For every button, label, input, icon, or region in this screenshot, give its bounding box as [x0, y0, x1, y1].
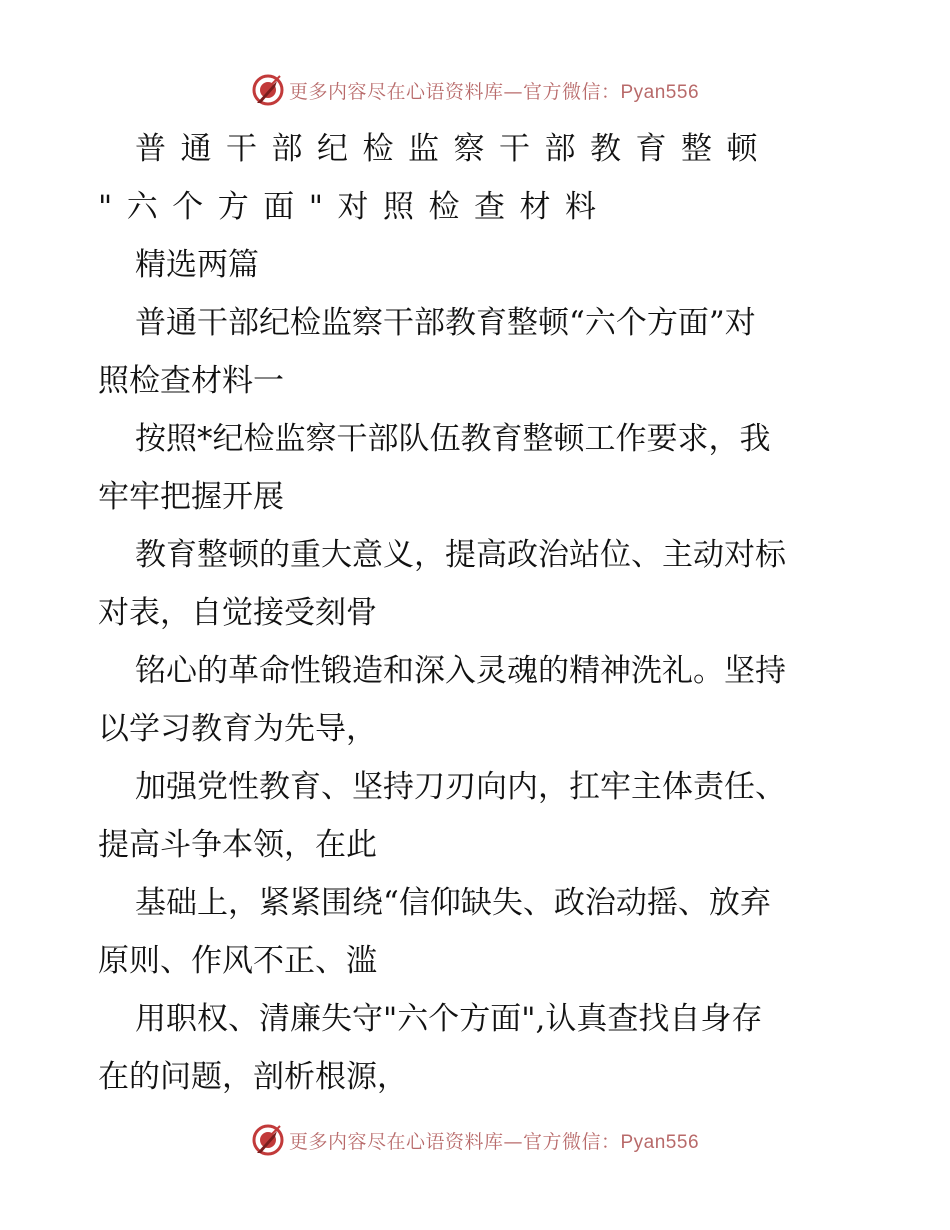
paragraph-3: 教育整顿的重大意义，提高政治站位、主动对标 对表，自觉接受刻骨 [98, 537, 786, 631]
document-body [98, 120, 868, 1106]
paragraph-2: 按照*纪检监察干部队伍教育整顿工作要求，我 牢牢把握开展 [98, 421, 771, 515]
document-subtitle: 精选两篇 [135, 247, 259, 283]
header-banner [0, 72, 950, 108]
paragraph-4: 铭心的革命性锻造和深入灵魂的精神洗礼。坚持 以学习教育为先导， [98, 653, 786, 747]
paragraph-6: 基础上，紧紧围绕“信仰缺失、政治动摇、放弃 原则、作风不正、滥 [98, 885, 771, 979]
document-title [98, 120, 868, 236]
quill-seal-logo-icon [251, 1123, 285, 1157]
paragraph-5: 加强党性教育、坚持刀刃向内，扛牢主体责任、 提高斗争本领，在此 [98, 769, 786, 863]
title-line-1: 普通干部纪检监察干部教育整顿 [135, 131, 772, 167]
quill-seal-logo-icon [251, 73, 285, 107]
footer-banner [0, 1122, 950, 1158]
footer-wechat-id: Pyan556 [620, 1131, 700, 1153]
header-wechat-id: Pyan556 [620, 81, 700, 103]
title-line-2: "六个方面"对照检查材料 [98, 189, 611, 225]
paragraph-1: 普通干部纪检监察干部教育整顿“六个方面”对 照检查材料一 [98, 305, 756, 399]
footer-banner-text: 更多内容尽在心语资料库—官方微信：Pyan556 [288, 1130, 700, 1153]
header-banner-text: 更多内容尽在心语资料库—官方微信：Pyan556 [288, 80, 700, 103]
paragraph-7: 用职权、清廉失守"六个方面",认真查找自身存 在的问题，剖析根源， [98, 1001, 763, 1095]
